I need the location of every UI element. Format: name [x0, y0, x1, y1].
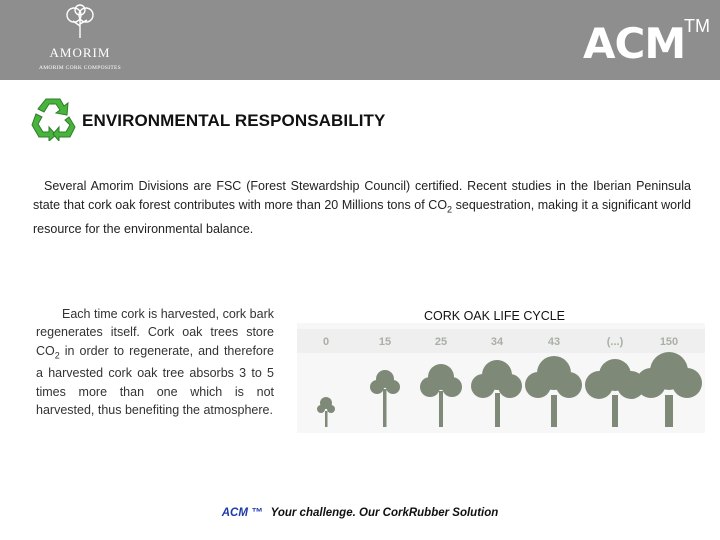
- intro-text-start: Several Amorim Divisions are FSC (Forest Stewardship Council) certified. Recent studies in the Iberian Peninsula state that cork oak forest contributes with more than 20 Millions tons of CO: [33, 179, 691, 212]
- side-text-end: in order to regenerate, and therefore a harvested cork oak tree absorbs 3 to 5 times more than one which is not harvested, thus benefiting the atmosphere.: [36, 343, 274, 417]
- age-label: 0: [322, 336, 330, 348]
- logo-name: AMORIM: [49, 45, 111, 60]
- header-band: [0, 0, 720, 80]
- acm-brand: ACM: [583, 19, 686, 68]
- age-label: 43: [547, 336, 561, 348]
- age-label: (...): [606, 336, 624, 348]
- trademark-mark: TM: [684, 16, 710, 36]
- footer-slogan: [0, 507, 720, 519]
- side-text-start: Each time cork is harvested, cork bark regenerates itself. Cork oak trees store CO: [36, 307, 274, 358]
- logo-tagline: AMORIM CORK COMPOSITES: [38, 65, 122, 71]
- section-title: ENVIRONMENTAL RESPONSABILITY: [82, 111, 386, 130]
- amorim-logo: [20, 4, 140, 70]
- footer-tagline: Your challenge. Our CorkRubber Solution: [270, 507, 499, 519]
- side-subscript: 2: [54, 350, 60, 361]
- lifecycle-illustration: [297, 323, 705, 433]
- age-label: 34: [490, 336, 504, 348]
- age-label: 150: [659, 336, 679, 348]
- age-label: 25: [434, 336, 448, 348]
- age-label: 15: [378, 336, 392, 348]
- recycle-icon: [29, 95, 79, 141]
- intro-paragraph: [33, 177, 691, 239]
- footer-brand: ACM ™: [221, 507, 263, 519]
- cork-harvest-paragraph: [36, 305, 274, 419]
- tree-logo-icon: [60, 4, 100, 40]
- intro-text-end: sequestration, making it a significant world resource for the environmental balance.: [33, 198, 691, 236]
- lifecycle-title: CORK OAK LIFE CYCLE: [424, 309, 566, 323]
- intro-subscript: 2: [447, 204, 453, 215]
